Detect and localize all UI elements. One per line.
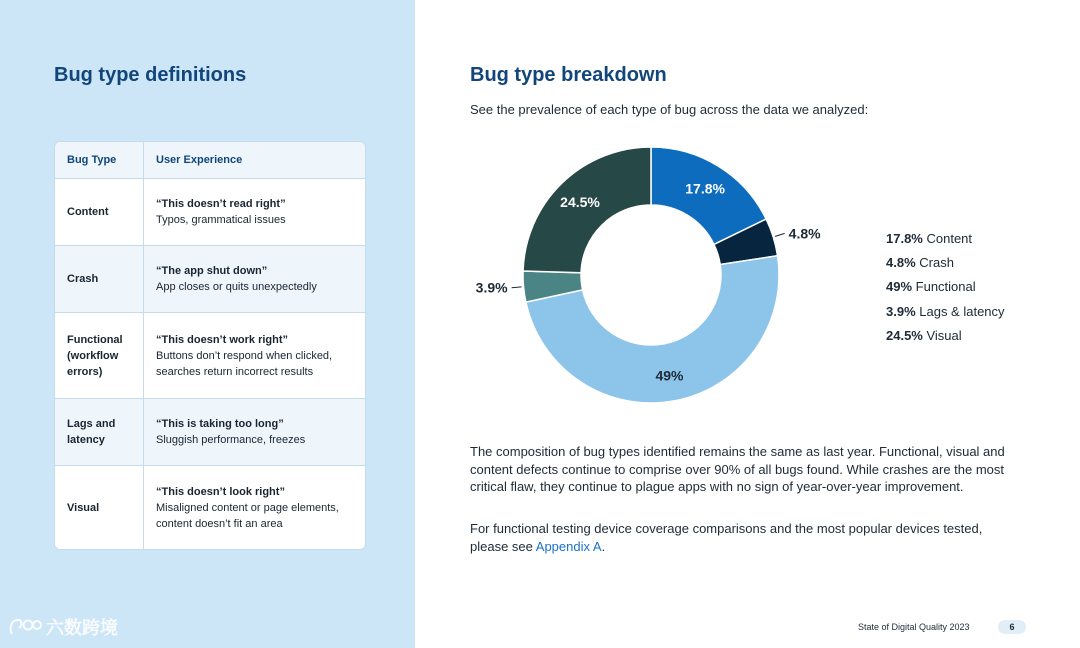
appendix-paragraph <box>470 520 1010 555</box>
legend-label: Functional <box>912 279 976 295</box>
legend-item-content <box>886 227 1005 251</box>
breakdown-title: Bug type breakdown <box>470 64 667 86</box>
row-quote: “This doesn’t work right” <box>156 333 289 346</box>
watermark-text: 六数跨境 <box>46 618 118 638</box>
breakdown-subtitle: See the prevalence of each type of bug across the data we analyzed: <box>470 102 869 117</box>
row-bug-type: Visual <box>55 466 144 550</box>
leader-line-lags-latency <box>512 287 522 288</box>
row-bug-type: Lags and latency <box>55 399 144 465</box>
watermark-logo-icon <box>8 616 42 638</box>
row-description: App closes or quits unexpectedly <box>156 281 317 293</box>
data-label-visual: 24.5% <box>560 193 600 210</box>
legend-value: 49% <box>886 279 913 295</box>
header-user-experience: User Experience <box>156 154 243 166</box>
row-user-experience <box>144 466 365 550</box>
row-description: Sluggish performance, freezes <box>156 434 306 446</box>
row-bug-type: Functional (workflow errors) <box>55 313 144 398</box>
summary-paragraph: The composition of bug types identified remains the same as last year. Functional, visual and content defects continue to comprise over 90% of all bugs found. While crashes are the most critical flaw, they continue to plague apps with no sign of year-over-year improvement. <box>470 444 1005 495</box>
row-description: Typos, grammatical issues <box>156 214 286 226</box>
definitions-table <box>54 141 366 550</box>
row-quote: “The app shut down” <box>156 265 268 277</box>
legend-label: Content <box>922 231 973 246</box>
page-number: 6 <box>998 620 1026 634</box>
row-user-experience <box>144 399 365 465</box>
row-user-experience <box>144 246 365 312</box>
row-quote: “This doesn’t read right” <box>156 198 286 210</box>
table-row <box>55 179 365 246</box>
legend-value: 17.8% <box>886 231 923 246</box>
data-label-content: 17.8% <box>685 180 725 197</box>
table-row <box>55 313 365 399</box>
data-label-lags-latency: 3.9% <box>475 279 508 296</box>
table-row <box>55 466 365 550</box>
row-description: Misaligned content or page elements, content doesn’t fit an area <box>156 502 339 530</box>
row-user-experience <box>144 179 365 245</box>
table-row <box>55 246 365 313</box>
left-panel <box>0 0 415 648</box>
data-label-crash: 4.8% <box>788 225 821 242</box>
row-quote: “This is taking too long” <box>156 418 284 430</box>
legend-value: 24.5% <box>886 327 923 343</box>
legend-label: Crash <box>915 255 954 271</box>
header-bug-type: Bug Type <box>55 142 144 178</box>
legend-label: Lags & latency <box>915 303 1005 319</box>
row-user-experience <box>144 313 365 398</box>
data-label-functional: 49% <box>655 367 684 384</box>
row-bug-type: Crash <box>55 246 144 312</box>
appendix-a-link[interactable]: Appendix A <box>535 538 602 554</box>
row-bug-type: Content <box>55 179 144 245</box>
definitions-title: Bug type definitions <box>54 64 247 86</box>
leader-line-crash <box>775 233 785 236</box>
legend-item-lags-latency <box>886 300 1005 324</box>
appendix-period: . <box>601 538 606 554</box>
legend-item-functional <box>886 275 1005 299</box>
legend-item-visual <box>886 324 1005 348</box>
table-row <box>55 399 365 466</box>
row-quote: “This doesn’t look right” <box>156 486 285 498</box>
row-description: Buttons don’t respond when clicked, searches return incorrect results <box>156 349 333 378</box>
legend-value: 4.8% <box>886 255 916 271</box>
table-header-row <box>55 142 365 179</box>
slice-visual <box>523 147 651 273</box>
appendix-text: For functional testing device coverage comparisons and the most popular devices tested, please see <box>470 521 983 554</box>
legend-value: 3.9% <box>886 303 916 319</box>
watermark <box>8 614 118 640</box>
chart-legend <box>886 227 1005 348</box>
legend-label: Visual <box>922 327 962 343</box>
footer-report-title: State of Digital Quality 2023 <box>858 622 970 632</box>
legend-item-crash <box>886 251 1005 275</box>
